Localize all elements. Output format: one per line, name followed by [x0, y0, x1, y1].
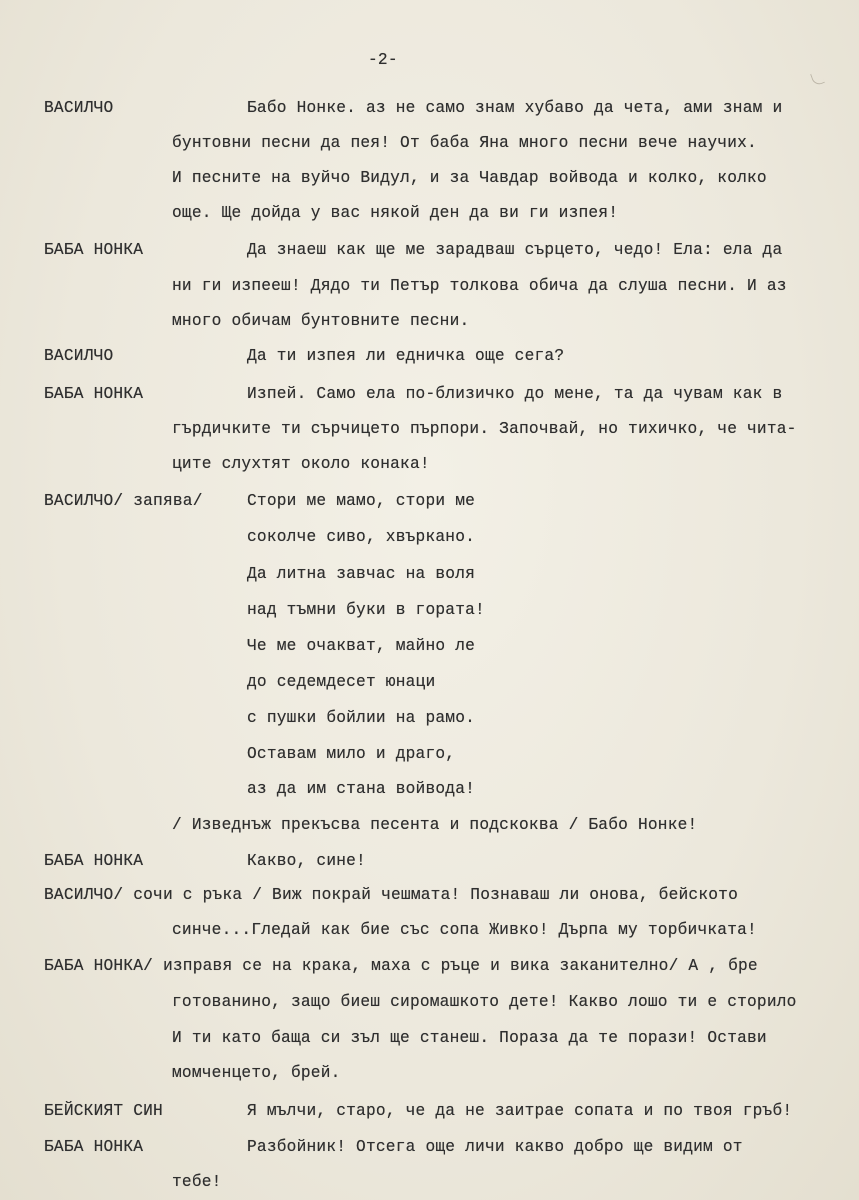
- dialogue-line: много обичам бунтовните песни.: [172, 312, 470, 330]
- stage-direction: / Изведнъж прекъсва песента и подскоква / Бабо Нонке!: [172, 816, 698, 834]
- dialogue-line: синче...Гледай как бие със сопа Живко! Дърпа му торбичката!: [172, 921, 757, 939]
- page-number: -2-: [368, 51, 398, 69]
- dialogue-line: ците слухтят около конака!: [172, 455, 430, 473]
- speaker-name: ВАСИЛЧО: [44, 347, 114, 365]
- dialogue-line: ни ги изпееш! Дядо ти Петър толкова обича да слуша песни. И аз: [172, 277, 787, 295]
- dialogue-line: И ти като баща си зъл ще станеш. Пораза да те порази! Остави: [172, 1029, 767, 1047]
- dialogue-line: Я мълчи, старо, че да не заитрае сопата и по твоя гръб!: [247, 1102, 793, 1120]
- dialogue-line: Бабо Нонке. аз не само знам хубаво да чета, ами знам и: [247, 99, 783, 117]
- speaker-name: БАБА НОНКА: [44, 241, 144, 259]
- dialogue-line: Да ти изпея ли едничка още сега?: [247, 347, 565, 365]
- song-verse-line: Оставам мило и драго,: [247, 745, 456, 763]
- speaker-name: БАБА НОНКА: [44, 1138, 144, 1156]
- song-verse-line: аз да им стана войвода!: [247, 780, 476, 798]
- speaker-name: ВАСИЛЧО/ запява/: [44, 492, 203, 510]
- dialogue-line: бунтовни песни да пея! От баба Яна много песни вече научих.: [172, 134, 757, 152]
- dialogue-line: още. Ще дойда у вас някой ден да ви ги изпея!: [172, 204, 619, 222]
- speaker-name: БЕЙСКИЯТ СИН: [44, 1102, 163, 1120]
- dialogue-line: тебе!: [172, 1173, 222, 1191]
- speaker-name: ВАСИЛЧО: [44, 99, 114, 117]
- speaker-with-direction: БАБА НОНКА/ изправя се на крака, маха с ръце и вика заканително/ А , бре: [44, 957, 758, 975]
- song-verse-line: Стори ме мамо, стори ме: [247, 492, 476, 510]
- dialogue-line: готованино, защо биеш сиромашкото дете! Какво лошо ти е сторило: [172, 993, 797, 1011]
- dialogue-line: Какво, сине!: [247, 852, 366, 870]
- song-verse-line: Да литна завчас на воля: [247, 565, 476, 583]
- dialogue-line: Изпей. Само ела по-близичко до мене, та да чувам как в: [247, 385, 783, 403]
- dialogue-line: И песните на вуйчо Видул, и за Чавдар войвода и колко, колко: [172, 169, 767, 187]
- song-verse-line: над тъмни буки в гората!: [247, 601, 485, 619]
- speaker-name: БАБА НОНКА: [44, 852, 144, 870]
- song-verse-line: соколче сиво, хвъркано.: [247, 528, 476, 546]
- dialogue-line: Да знаеш как ще ме зарадваш сърцето, чедо! Ела: ела да: [247, 241, 783, 259]
- dialogue-line: гърдичките ти сърчицето пърпори. Започвай, но тихичко, че чита-: [172, 420, 797, 438]
- song-verse-line: с пушки бойлии на рамо.: [247, 709, 476, 727]
- song-verse-line: Че ме очакват, майно ле: [247, 637, 476, 655]
- song-verse-line: до седемдесет юнаци: [247, 673, 436, 691]
- speaker-with-direction: ВАСИЛЧО/ сочи с ръка / Виж покрай чешмата! Познаваш ли онова, бейското: [44, 886, 738, 904]
- speaker-name: БАБА НОНКА: [44, 385, 144, 403]
- dialogue-line: Разбойник! Отсега още личи какво добро ще видим от: [247, 1138, 743, 1156]
- dialogue-line: момченцето, брей.: [172, 1064, 341, 1082]
- pencil-mark: [810, 71, 825, 87]
